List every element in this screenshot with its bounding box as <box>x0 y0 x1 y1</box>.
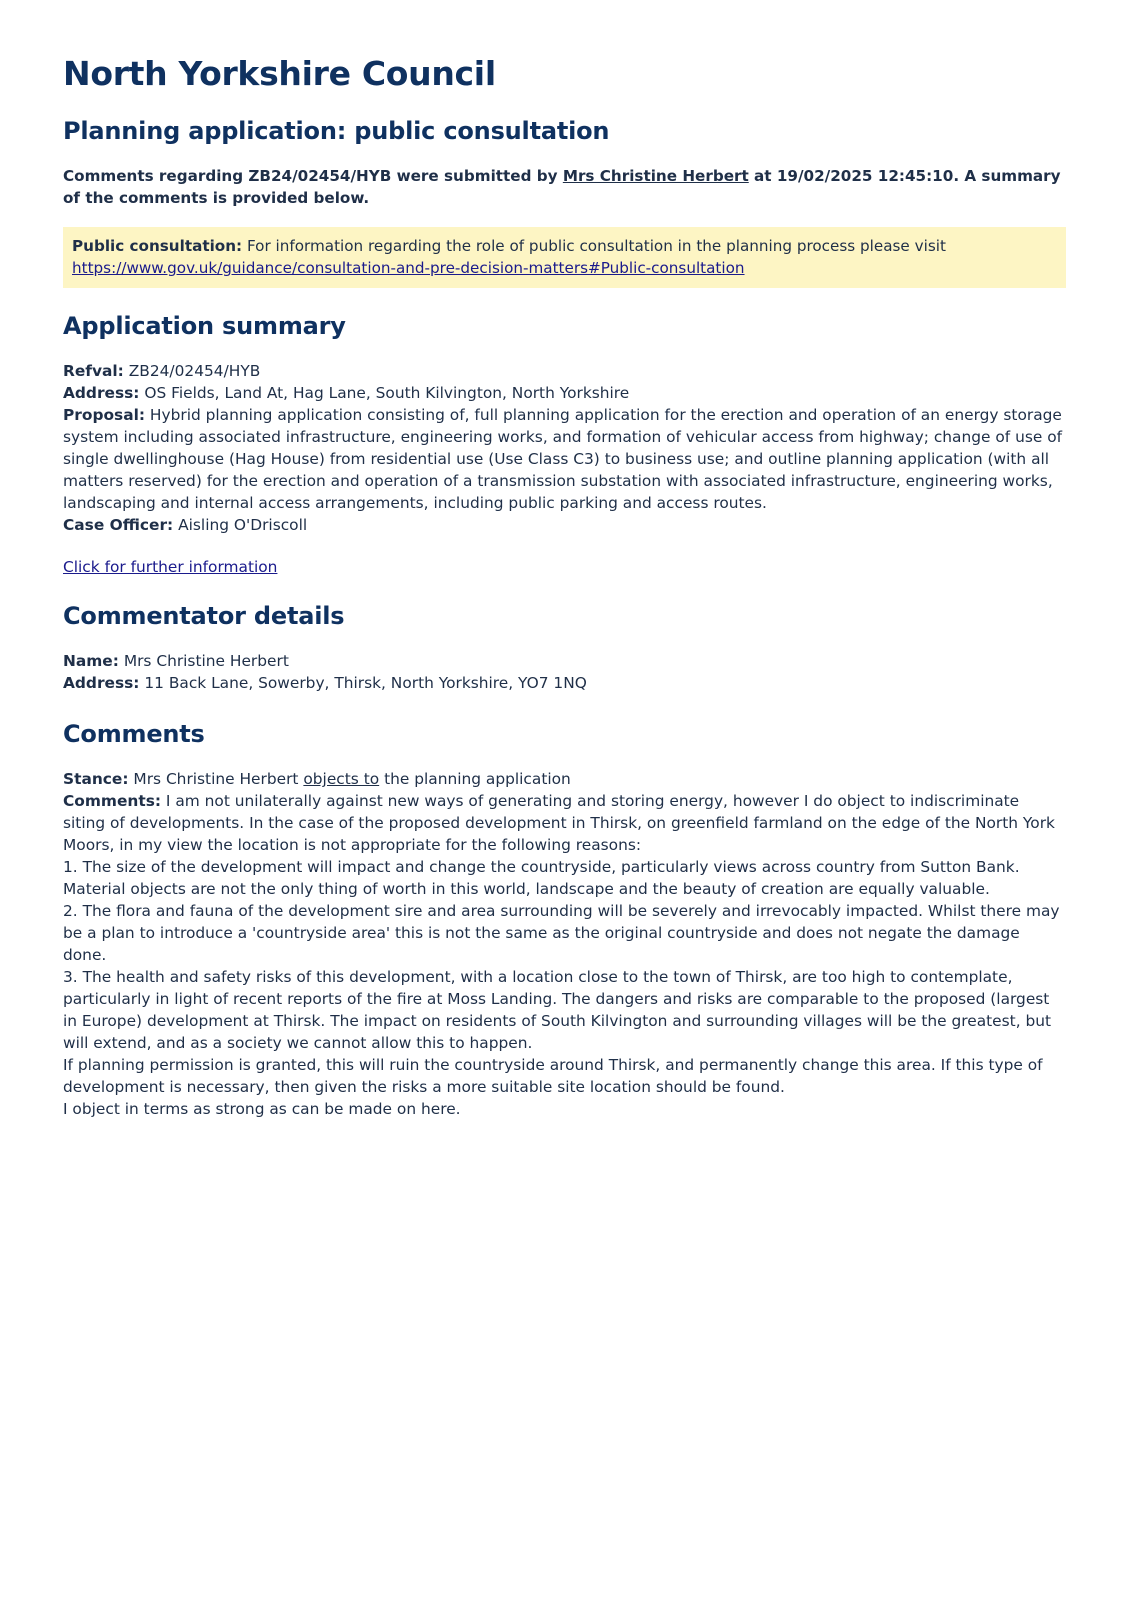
intro-suffix: at 19/02/2025 12:45:10. A summary of the comments is provided below. <box>63 167 1061 207</box>
proposal-value: Hybrid planning application consisting of, full planning application for the erection and operation of an energy storage system including associated infrastructure, engineering works, and formation of vehicular access from highway; change of use of single dwellinghouse (Hag House) from residential use (Use Class C3) to business use; and outline planning application (with all matters reserved) for the erection and operation of a transmission substation with associated infrastructure, engineering works, landscaping and internal access arrangements, including public parking and access routes. <box>63 406 1063 512</box>
further-information-link[interactable]: Click for further information <box>63 558 278 576</box>
consultation-notice <box>63 227 1066 288</box>
commentator-address-value: 11 Back Lane, Sowerby, Thirsk, North Yorkshire, YO7 1NQ <box>144 674 587 692</box>
application-summary-heading: Application summary <box>63 312 346 340</box>
comments-section <box>63 768 1066 1120</box>
intro-summary <box>63 165 1066 209</box>
case-officer-value: Aisling O'Driscoll <box>178 516 308 534</box>
notice-text: For information regarding the role of public consultation in the planning process please visit <box>246 237 946 255</box>
commentator-address-row <box>63 672 1066 694</box>
refval-label: Refval: <box>63 362 124 380</box>
proposal-label: Proposal: <box>63 406 146 424</box>
comment-paragraph: 1. The size of the development will impact and change the countryside, particularly views across country from Sutton Bank. Material objects are not the only thing of worth in this world, landscape and the beauty of creation are equally valuable. <box>63 858 1020 898</box>
commentator-name-row <box>63 650 1066 672</box>
stance-suffix: the planning application <box>384 770 571 788</box>
notice-label: Public consultation: <box>72 237 243 255</box>
address-value: OS Fields, Land At, Hag Lane, South Kilvington, North Yorkshire <box>144 384 630 402</box>
application-summary <box>63 360 1066 536</box>
case-officer-label: Case Officer: <box>63 516 174 534</box>
intro-prefix: Comments regarding ZB24/02454/HYB were submitted by <box>63 167 558 185</box>
commentator-details <box>63 650 1066 694</box>
comments-heading: Comments <box>63 720 205 748</box>
consultation-guidance-link[interactable]: https://www.gov.uk/guidance/consultation-and-pre-decision-matters#Public-consultation <box>72 259 745 277</box>
comment-paragraph: 2. The flora and fauna of the development sire and area surrounding will be severely and irrevocably impacted. Whilst there may be a plan to introduce a 'countryside area' this is not the same as the original countryside and does not negate the damage done. <box>63 902 1060 964</box>
refval-row <box>63 360 1066 382</box>
comment-paragraph: 3. The health and safety risks of this development, with a location close to the town of Thirsk, are too high to contemplate, particularly in light of recent reports of the fire at Moss Landing. The dangers and risks are comparable to the proposed (largest in Europe) development at Thirsk. The impact on residents of South Kilvington and surrounding villages will be the greatest, but will extend, and as a society we cannot allow this to happen. <box>63 968 1052 1052</box>
submitter-link[interactable]: Mrs Christine Herbert <box>562 167 749 185</box>
refval-value: ZB24/02454/HYB <box>128 362 261 380</box>
proposal-row <box>63 404 1066 514</box>
commentator-details-heading: Commentator details <box>63 602 345 630</box>
commentator-address-label: Address: <box>63 674 140 692</box>
page-subtitle: Planning application: public consultation <box>63 117 610 145</box>
comments-body <box>63 790 1066 1120</box>
address-label: Address: <box>63 384 140 402</box>
stance-name: Mrs Christine Herbert <box>133 770 299 788</box>
commentator-name-value: Mrs Christine Herbert <box>123 652 289 670</box>
comment-paragraph: If planning permission is granted, this will ruin the countryside around Thirsk, and permanently change this area. If this type of development is necessary, then given the risks a more suitable site location should be found. <box>63 1056 1043 1096</box>
comments-label: Comments: <box>63 792 162 810</box>
address-row <box>63 382 1066 404</box>
comment-paragraph: I object in terms as strong as can be made on here. <box>63 1100 461 1118</box>
stance-verb: objects to <box>303 770 380 788</box>
stance-row <box>63 768 1066 790</box>
page-title: North Yorkshire Council <box>63 54 496 93</box>
case-officer-row <box>63 514 1066 536</box>
commentator-name-label: Name: <box>63 652 119 670</box>
stance-label: Stance: <box>63 770 129 788</box>
comment-paragraph: I am not unilaterally against new ways of generating and storing energy, however I do object to indiscriminate siting of developments. In the case of the proposed development in Thirsk, on greenfield farmland on the edge of the North York Moors, in my view the location is not appropriate for the following reasons: <box>63 792 1055 854</box>
